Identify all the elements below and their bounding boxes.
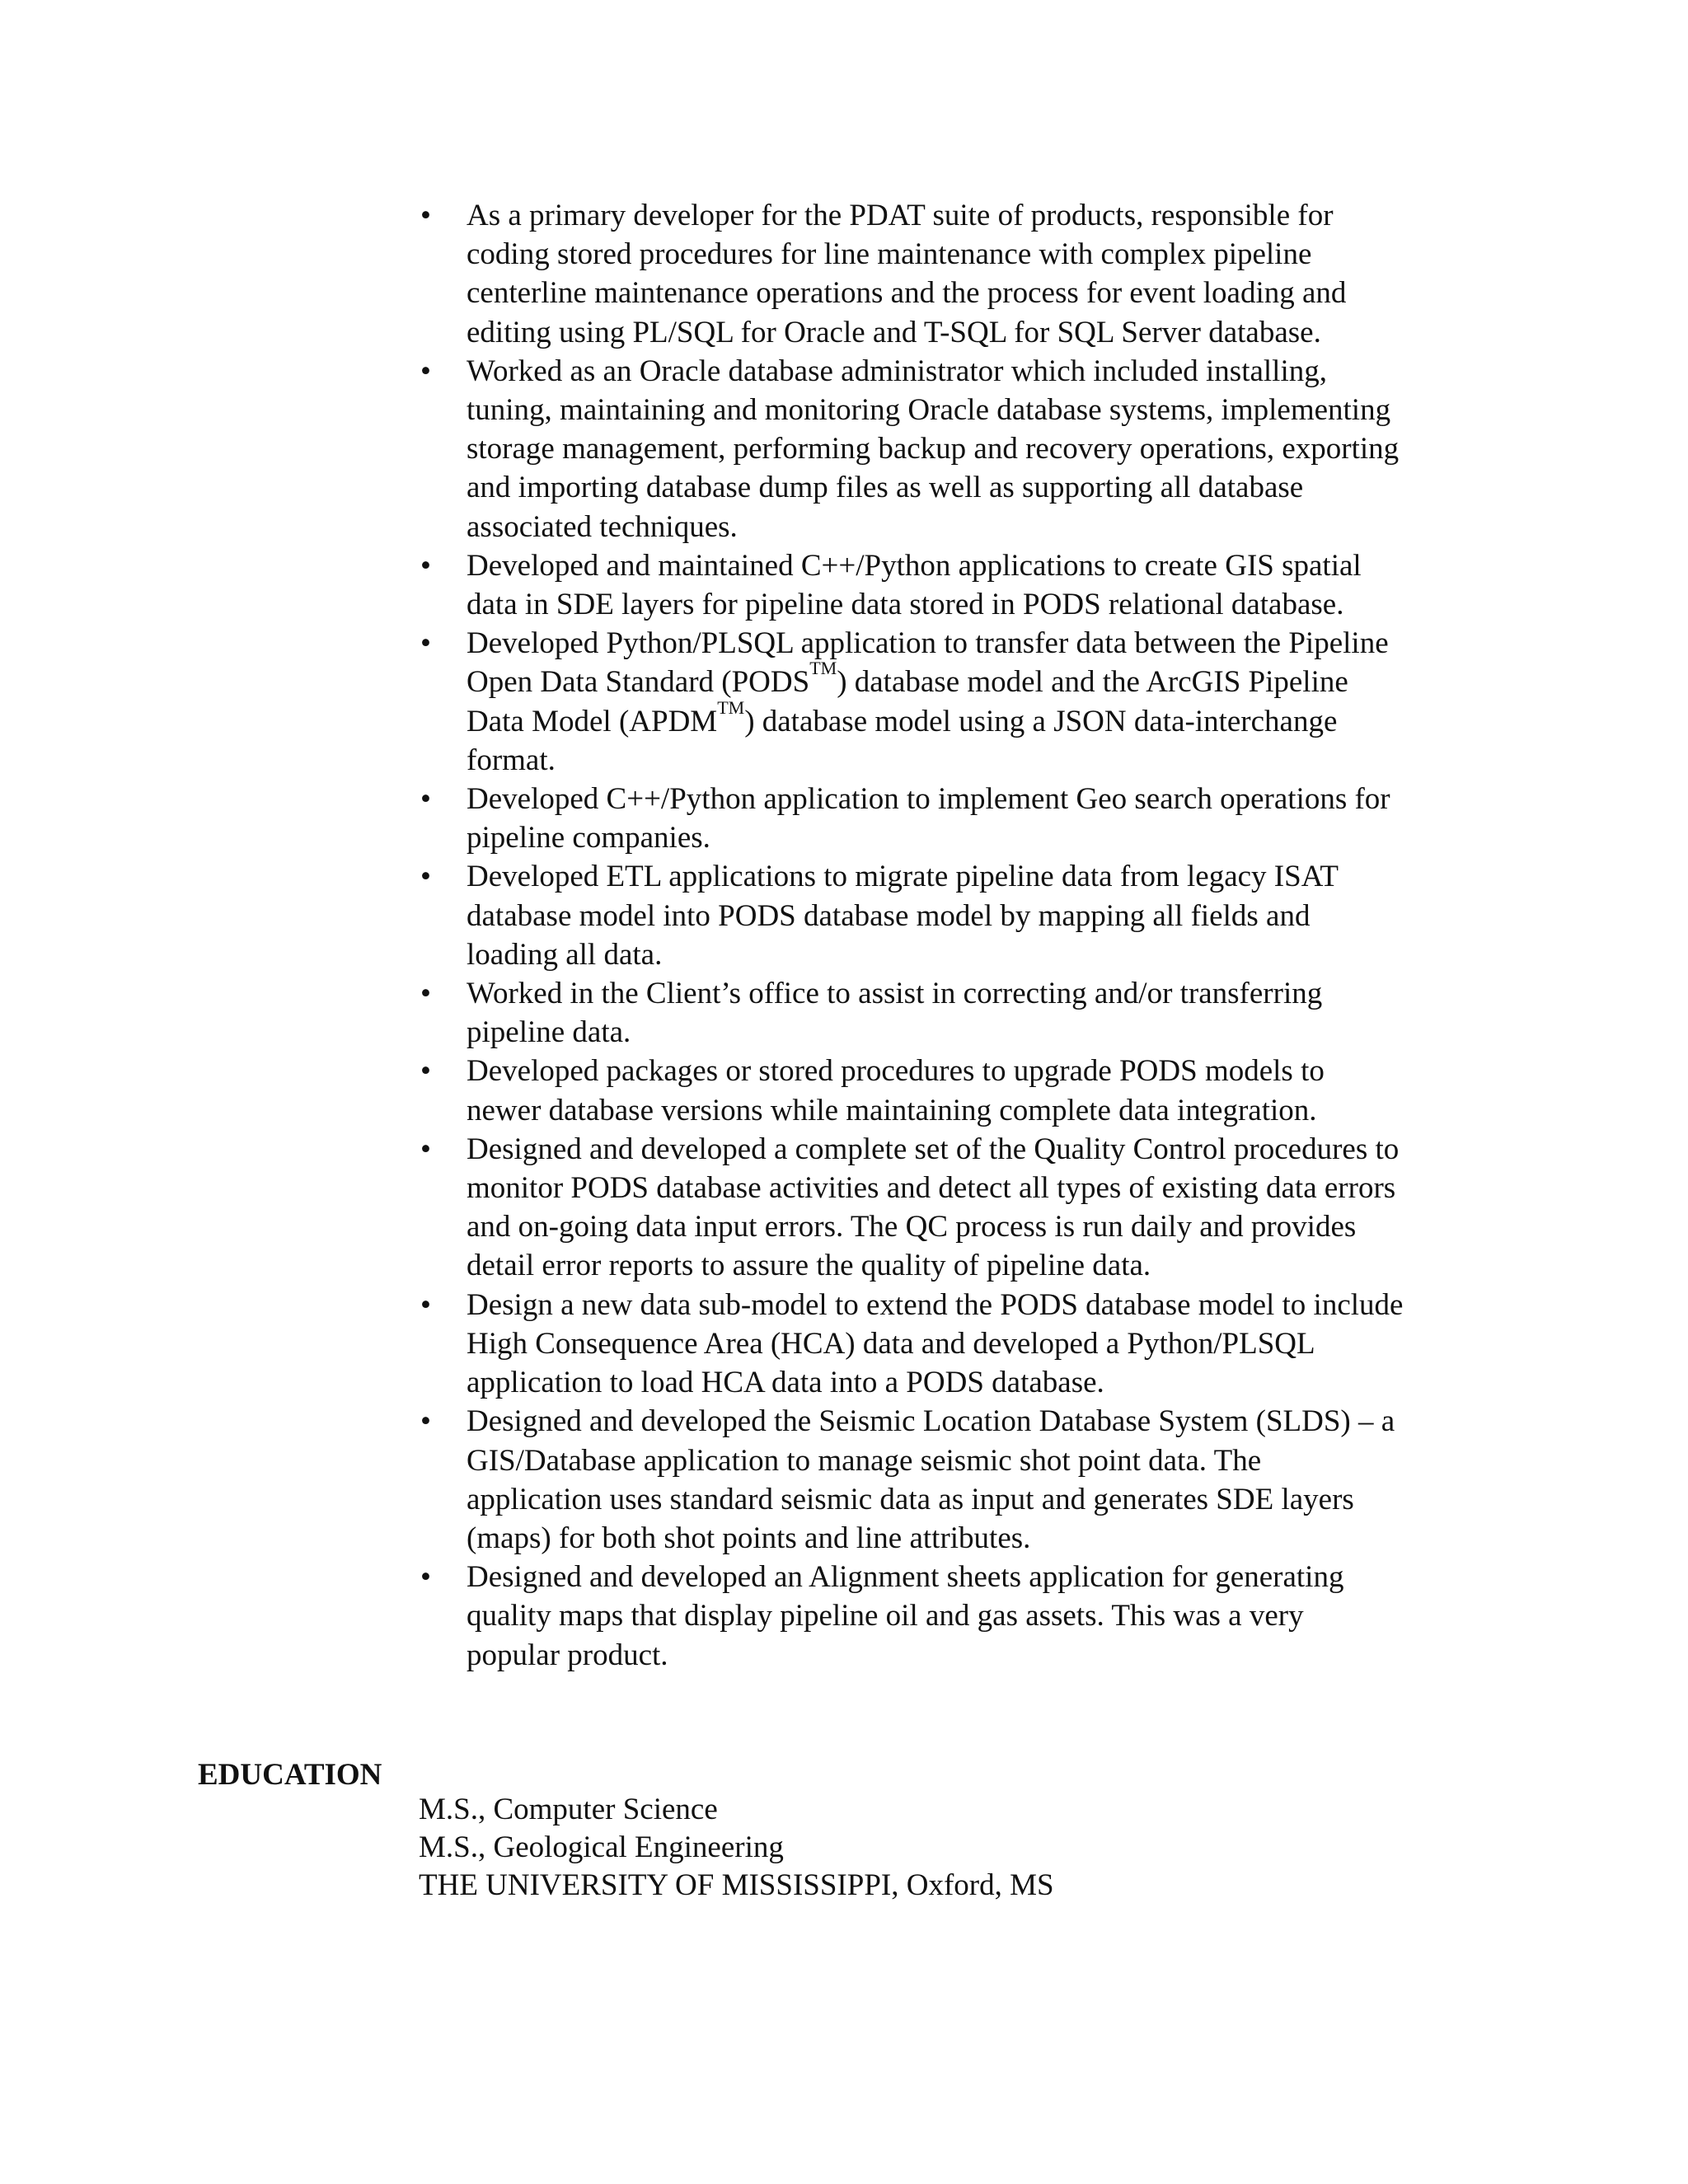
bullet-alignment-sheets (419, 1558, 1490, 1675)
bullet-pdat-developer (419, 196, 1490, 352)
bullet-line: application uses standard seismic data as input and generates SDE layers (467, 1482, 1354, 1516)
bullet-oracle-dba (419, 352, 1490, 546)
bullet-line: pipeline companies. (467, 821, 710, 855)
bullet-line-fragment: ) database model and the ArcGIS Pipeline (837, 665, 1348, 700)
bullet-line: • Developed ETL applications to migrate pipeline data from legacy ISAT (467, 860, 1339, 894)
bullet-line: tuning, maintaining and monitoring Oracle database systems, implementing (467, 393, 1391, 428)
bullet-line: • Developed Python/PLSQL application to transfer data between the Pipeline (467, 626, 1389, 661)
bullet-line: • As a primary developer for the PDAT suite of products, responsible for (467, 199, 1334, 232)
bullet-line: • Developed C++/Python application to implement Geo search operations for (467, 782, 1390, 817)
education-heading: EDUCATION (198, 1758, 382, 1792)
bullet-line: • Developed and maintained C++/Python applications to create GIS spatial (467, 548, 1362, 583)
bullet-line: quality maps that display pipeline oil and gas assets. This was a very (467, 1599, 1304, 1633)
education-degree-geological-engineering: M.S., Geological Engineering (419, 1830, 784, 1864)
bullet-line: • Designed and developed a complete set of the Quality Control procedures to (467, 1132, 1400, 1166)
bullet-line-fragment: Data Model (APDM (467, 704, 718, 738)
bullet-line: editing using PL/SQL for Oracle and T-SQL for SQL Server database. (467, 315, 1321, 349)
bullet-line: storage management, performing backup and recovery operations, exporting (467, 432, 1400, 466)
bullet-line-with-trademark (467, 696, 1490, 741)
bullet-hca-submodel (419, 1286, 1490, 1403)
bullet-slds (419, 1402, 1490, 1558)
bullet-pods-apdm-transfer (419, 624, 1490, 780)
trademark-mark: TM (717, 696, 745, 718)
bullet-geo-search (419, 780, 1490, 857)
bullet-client-office (419, 974, 1490, 1052)
bullet-line: • Worked in the Client’s office to assist in correcting and/or transferring (467, 977, 1323, 1011)
bullet-line: detail error reports to assure the quality of pipeline data. (467, 1249, 1151, 1283)
bullet-line: centerline maintenance operations and the process for event loading and (467, 276, 1347, 311)
bullet-pods-upgrade (419, 1052, 1490, 1129)
bullet-line: • Design a new data sub-model to extend the PODS database model to include (467, 1287, 1404, 1322)
bullet-line: newer database versions while maintaining complete data integration. (467, 1093, 1317, 1127)
bullet-line: coding stored procedures for line maintenance with complex pipeline (467, 237, 1312, 272)
experience-bullet-list (419, 196, 1490, 1675)
bullet-line: • Designed and developed an Alignment sheets application for generating (467, 1560, 1344, 1595)
bullet-gis-spatial (419, 546, 1490, 624)
bullet-line: loading all data. (467, 937, 663, 972)
bullet-line: application to load HCA data into a PODS database. (467, 1366, 1104, 1400)
bullet-quality-control (419, 1130, 1490, 1286)
bullet-line: pipeline data. (467, 1015, 631, 1050)
bullet-line: GIS/Database application to manage seismic shot point data. The (467, 1443, 1262, 1478)
bullet-line: format. (467, 743, 556, 777)
bullet-line: associated techniques. (467, 509, 738, 544)
bullet-line: popular product. (467, 1638, 668, 1672)
bullet-line-fragment: Open Data Standard (PODS (467, 665, 810, 700)
bullet-line: • Designed and developed the Seismic Location Database System (SLDS) – a (467, 1404, 1395, 1439)
bullet-etl-migration (419, 857, 1490, 974)
bullet-line: High Consequence Area (HCA) data and developed a Python/PLSQL (467, 1326, 1315, 1361)
bullet-line: data in SDE layers for pipeline data stored in PODS relational database. (467, 588, 1344, 622)
bullet-line: monitor PODS database activities and detect all types of existing data errors (467, 1171, 1396, 1206)
education-degree-computer-science: M.S., Computer Science (419, 1793, 718, 1826)
bullet-line: and importing database dump files as well as supporting all database (467, 471, 1304, 505)
bullet-line: (maps) for both shot points and line attributes. (467, 1521, 1031, 1555)
bullet-line-fragment: ) database model using a JSON data-interchange (744, 704, 1338, 738)
bullet-line: and on-going data input errors. The QC process is run daily and provides (467, 1210, 1357, 1244)
bullet-line: • Developed packages or stored procedures to upgrade PODS models to (467, 1054, 1325, 1089)
trademark-mark: TM (809, 658, 837, 679)
bullet-line: database model into PODS database model by mapping all fields and (467, 898, 1311, 933)
bullet-line-with-trademark (467, 658, 1490, 701)
education-details (419, 1791, 1054, 1905)
bullet-line: • Worked as an Oracle database administrator which included installing, (467, 354, 1327, 388)
education-institution: THE UNIVERSITY OF MISSISSIPPI, Oxford, MS (419, 1868, 1054, 1902)
